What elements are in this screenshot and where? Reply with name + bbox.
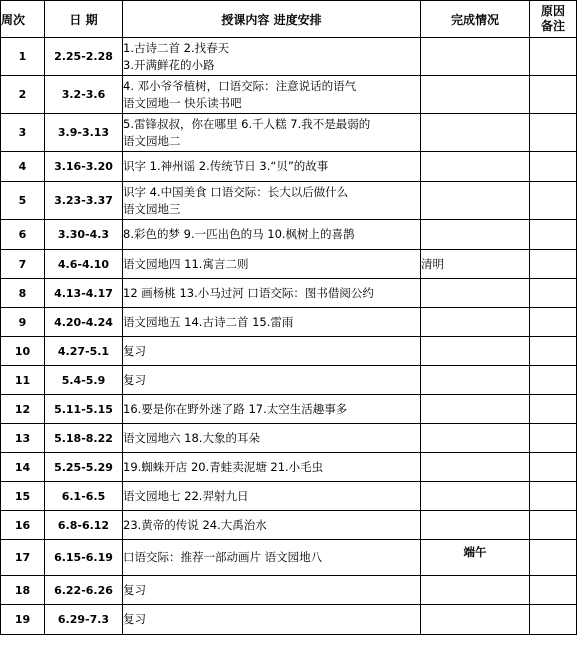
lesson-content <box>123 424 421 453</box>
table-row <box>1 511 577 540</box>
note-cell <box>530 395 577 424</box>
table-row <box>1 366 577 395</box>
lesson-line: 复习 <box>123 372 146 387</box>
lesson-line: 复习 <box>123 612 146 626</box>
date-range: 6.29-7.3 <box>45 605 123 635</box>
lesson-line: 5.雷锋叔叔，你在哪里 6.千人糕 7.我不是最弱的 <box>123 116 371 131</box>
lesson-line: 12 画杨桃 13.小马过河 口语交际：图书借阅公约 <box>123 285 374 300</box>
week-number: 17 <box>1 540 45 576</box>
week-number: 13 <box>1 424 45 453</box>
date-range: 5.11-5.15 <box>45 395 123 424</box>
lesson-line: 语文园地三 <box>123 201 181 216</box>
note-cell <box>530 482 577 511</box>
date-range: 6.15-6.19 <box>45 540 123 576</box>
header-date: 日 期 <box>45 1 123 38</box>
completion-status <box>421 38 530 76</box>
header-row <box>1 1 577 38</box>
date-range: 4.27-5.1 <box>45 337 123 366</box>
week-number: 9 <box>1 308 45 337</box>
note-cell <box>530 250 577 279</box>
date-range: 5.18-8.22 <box>45 424 123 453</box>
lesson-content <box>123 605 421 635</box>
completion-status <box>421 424 530 453</box>
lesson-content <box>123 395 421 424</box>
lesson-content <box>123 308 421 337</box>
note-cell <box>530 279 577 308</box>
completion-status: 清明 <box>421 250 530 279</box>
note-cell <box>530 114 577 152</box>
completion-status <box>421 279 530 308</box>
completion-status <box>421 308 530 337</box>
table-row <box>1 250 577 279</box>
lesson-line: 语文园地四 11.寓言二则 <box>123 256 249 271</box>
date-range: 5.25-5.29 <box>45 453 123 482</box>
completion-status <box>421 366 530 395</box>
note-cell <box>530 576 577 605</box>
completion-status <box>421 395 530 424</box>
table-row <box>1 424 577 453</box>
header-week: 周次 <box>1 1 45 38</box>
lesson-line: 语文园地五 14.古诗二首 15.雷雨 <box>123 314 294 329</box>
lesson-content <box>123 114 421 152</box>
completion-status <box>421 114 530 152</box>
table-row <box>1 220 577 250</box>
completion-status <box>421 511 530 540</box>
date-range: 3.9-3.13 <box>45 114 123 152</box>
date-range: 3.2-3.6 <box>45 76 123 114</box>
table-row <box>1 337 577 366</box>
note-cell <box>530 38 577 76</box>
schedule-body <box>1 38 577 635</box>
header-status: 完成情况 <box>421 1 530 38</box>
lesson-content <box>123 76 421 114</box>
week-number: 1 <box>1 38 45 76</box>
table-row <box>1 395 577 424</box>
table-row <box>1 152 577 182</box>
table-row <box>1 453 577 482</box>
week-number: 3 <box>1 114 45 152</box>
lesson-content <box>123 540 421 576</box>
week-number: 15 <box>1 482 45 511</box>
lesson-line: 识字 1.神州谣 2.传统节日 3.“贝”的故事 <box>123 159 329 173</box>
note-cell <box>530 540 577 576</box>
date-range: 6.8-6.12 <box>45 511 123 540</box>
note-cell <box>530 308 577 337</box>
lesson-line: 复习 <box>123 582 146 597</box>
table-row <box>1 114 577 152</box>
table-row <box>1 540 577 576</box>
table-row <box>1 279 577 308</box>
note-cell <box>530 424 577 453</box>
lesson-content <box>123 182 421 220</box>
lesson-line: 23.黄帝的传说 24.大禹治水 <box>123 517 267 532</box>
lesson-content <box>123 279 421 308</box>
lesson-line: 16.要是你在野外迷了路 17.太空生活趣事多 <box>123 401 348 416</box>
completion-status <box>421 337 530 366</box>
lesson-line: 1.古诗二首 2.找春天 <box>123 40 230 55</box>
date-range: 4.20-4.24 <box>45 308 123 337</box>
note-cell <box>530 76 577 114</box>
date-range: 5.4-5.9 <box>45 366 123 395</box>
week-number: 6 <box>1 220 45 250</box>
note-cell <box>530 220 577 250</box>
table-row <box>1 482 577 511</box>
week-number: 8 <box>1 279 45 308</box>
completion-status <box>421 482 530 511</box>
note-cell <box>530 605 577 635</box>
week-number: 12 <box>1 395 45 424</box>
lesson-content <box>123 576 421 605</box>
completion-status <box>421 76 530 114</box>
lesson-line: 语文园地一 快乐读书吧 <box>123 95 242 110</box>
header-note-line2: 备注 <box>540 19 565 33</box>
week-number: 11 <box>1 366 45 395</box>
lesson-content <box>123 152 421 182</box>
week-number: 19 <box>1 605 45 635</box>
table-row <box>1 576 577 605</box>
lesson-content <box>123 250 421 279</box>
completion-status <box>421 605 530 635</box>
lesson-line: 4. 邓小爷爷植树，口语交际：注意说话的语气 <box>123 78 357 93</box>
table-row <box>1 605 577 635</box>
note-cell <box>530 152 577 182</box>
week-number: 7 <box>1 250 45 279</box>
lesson-content <box>123 511 421 540</box>
lesson-line: 语文园地六 18.大象的耳朵 <box>123 430 260 445</box>
lesson-line: 复习 <box>123 343 146 358</box>
note-cell <box>530 337 577 366</box>
lesson-content <box>123 453 421 482</box>
week-number: 14 <box>1 453 45 482</box>
lesson-line: 语文园地七 22.羿射九日 <box>123 488 249 503</box>
date-range: 6.22-6.26 <box>45 576 123 605</box>
week-number: 10 <box>1 337 45 366</box>
lesson-content <box>123 482 421 511</box>
completion-status <box>421 182 530 220</box>
table-row <box>1 308 577 337</box>
table-row <box>1 182 577 220</box>
header-note-line1: 原因 <box>540 4 565 18</box>
completion-status <box>421 576 530 605</box>
lesson-line: 3.开满鲜花的小路 <box>123 57 215 72</box>
header-note <box>530 1 577 38</box>
note-cell <box>530 182 577 220</box>
note-cell <box>530 511 577 540</box>
week-number: 18 <box>1 576 45 605</box>
date-range: 4.6-4.10 <box>45 250 123 279</box>
note-cell <box>530 366 577 395</box>
lesson-line: 识字 4.中国美食 口语交际：长大以后做什么 <box>123 184 349 199</box>
date-range: 2.25-2.28 <box>45 38 123 76</box>
date-range: 6.1-6.5 <box>45 482 123 511</box>
date-range: 3.30-4.3 <box>45 220 123 250</box>
lesson-content <box>123 366 421 395</box>
completion-status <box>421 453 530 482</box>
date-range: 4.13-4.17 <box>45 279 123 308</box>
note-cell <box>530 453 577 482</box>
date-range: 3.16-3.20 <box>45 152 123 182</box>
week-number: 4 <box>1 152 45 182</box>
date-range: 3.23-3.37 <box>45 182 123 220</box>
lesson-content <box>123 337 421 366</box>
lesson-line: 语文园地二 <box>123 133 181 148</box>
lesson-line: 口语交际：推荐一部动画片 语文园地八 <box>123 550 323 564</box>
week-number: 5 <box>1 182 45 220</box>
lesson-line: 8.彩色的梦 9.一匹出色的马 10.枫树上的喜鹊 <box>123 227 355 241</box>
week-number: 16 <box>1 511 45 540</box>
lesson-line: 19.蜘蛛开店 20.青蛙卖泥塘 21.小毛虫 <box>123 459 324 474</box>
header-content: 授课内容 进度安排 <box>123 1 421 38</box>
table-row <box>1 76 577 114</box>
week-number: 2 <box>1 76 45 114</box>
completion-status <box>421 220 530 250</box>
table-row <box>1 38 577 76</box>
completion-status <box>421 152 530 182</box>
lesson-content <box>123 220 421 250</box>
completion-status: 端午 <box>421 540 530 576</box>
lesson-content <box>123 38 421 76</box>
